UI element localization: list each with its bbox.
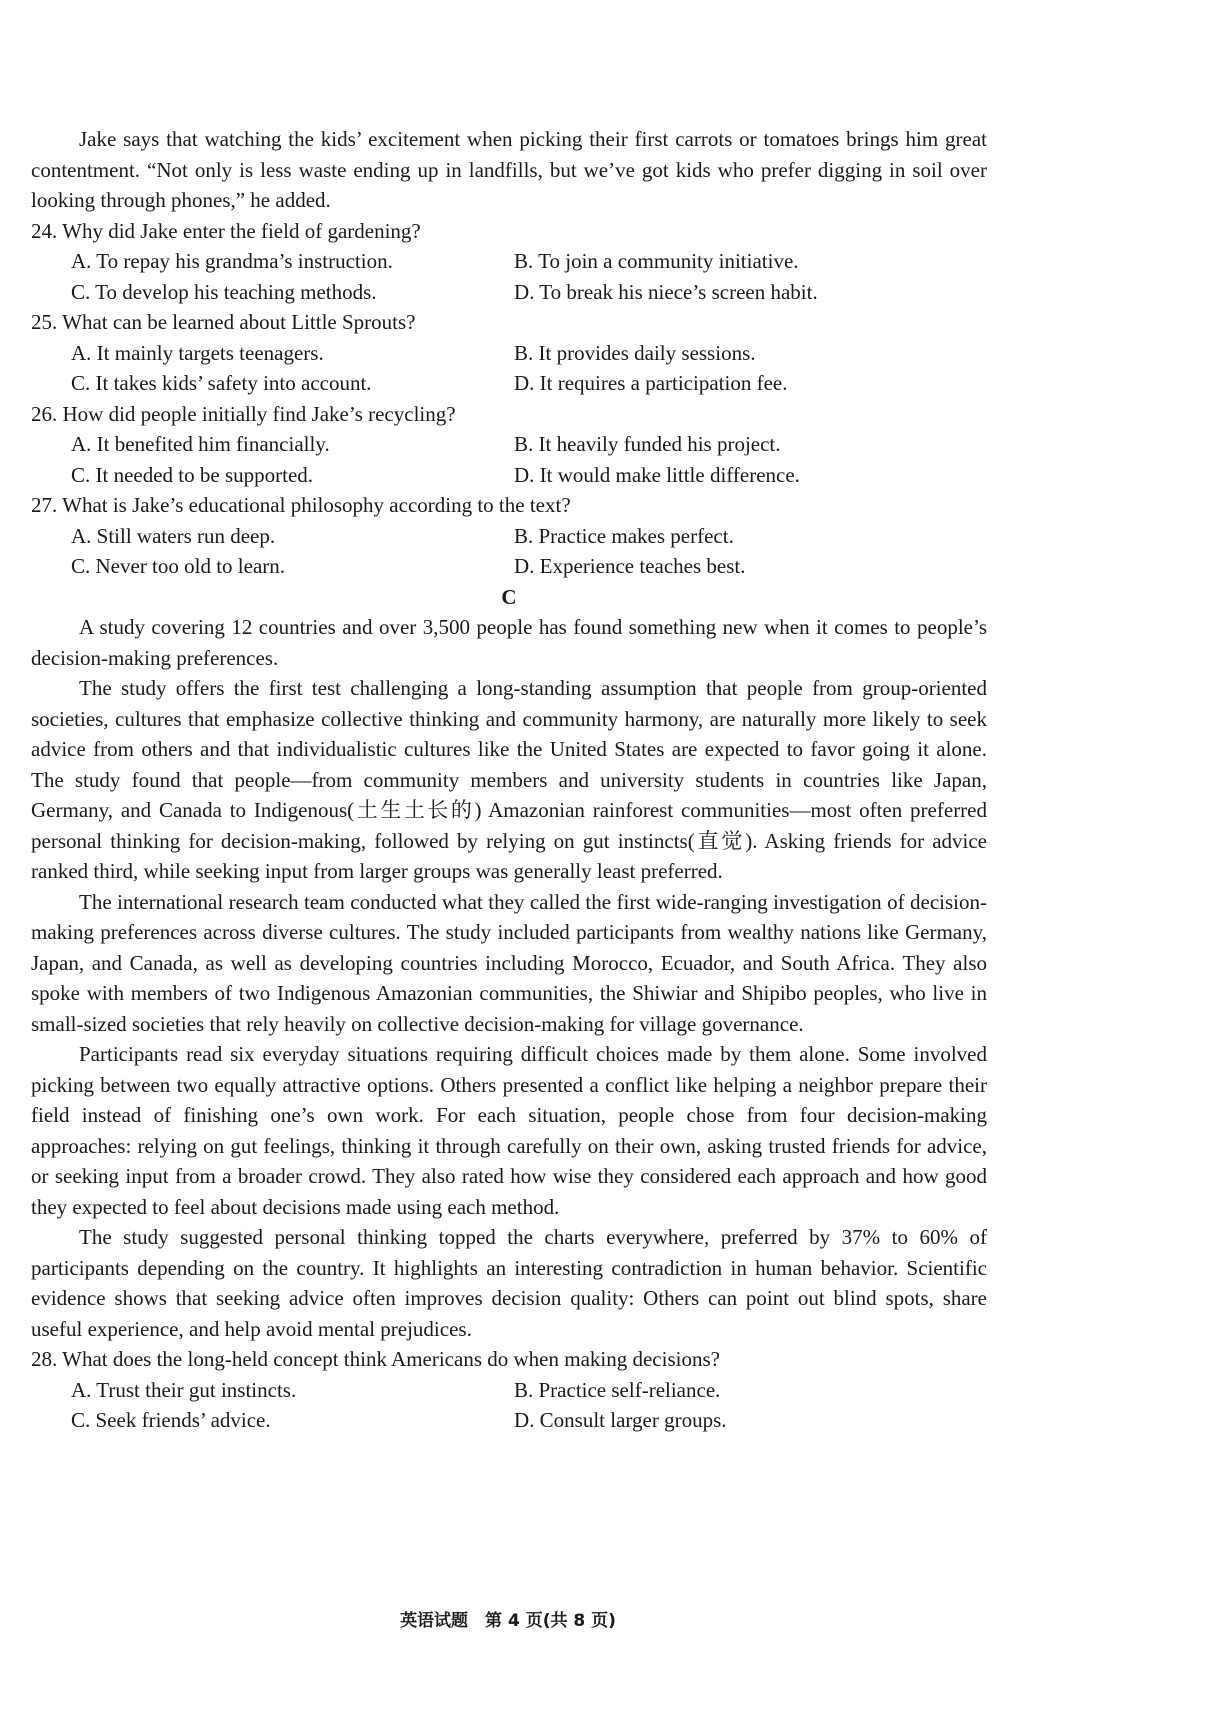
question-stem: 25. What can be learned about Little Sprouts?: [31, 310, 416, 334]
question-24: [31, 216, 987, 308]
option-d: D. To break his niece’s screen habit.: [514, 279, 818, 304]
option-a: A. To repay his grandma’s instruction.: [71, 249, 393, 273]
passage-c-paragraph-4: Participants read six everyday situations requiring difficult choices made by them alone. Some involved picking between two equally attractive options. Others presented a conflict like helping a neighbor prepare their field instead of finishing one’s own work. For each situation, people chose from four decision-making approaches: relying on gut feelings, thinking it through carefully on their own, asking trusted friends for advice, or seeking input from a broader crowd. They also rated how wise they considered each approach and how good they expected to feel about decisions made using each method.: [31, 1042, 987, 1219]
page-content: [31, 124, 987, 1436]
answer-options: [31, 1375, 987, 1436]
question-stem: 28. What does the long-held concept think Americans do when making decisions?: [31, 1347, 720, 1371]
option-b: B. Practice makes perfect.: [514, 523, 734, 548]
question-28: [31, 1344, 987, 1436]
page-footer: 英语试题 第 4 页(共 8 页): [400, 1611, 616, 1631]
option-a: A. It benefited him financially.: [71, 432, 330, 456]
option-d: D. It requires a participation fee.: [514, 371, 788, 395]
section-heading-c: C: [501, 584, 517, 609]
option-c: C. To develop his teaching methods.: [71, 279, 377, 304]
answer-options: [31, 246, 987, 307]
question-stem: 27. What is Jake’s educational philosophy according to the text?: [31, 493, 571, 517]
question-25: [31, 307, 987, 399]
answer-options: [31, 521, 987, 582]
option-a: A. It mainly targets teenagers.: [71, 340, 324, 365]
option-c: C. It needed to be supported.: [71, 462, 314, 487]
option-d: D. Experience teaches best.: [514, 554, 746, 578]
passage-c-paragraph-2: The study offers the first test challenging a long-standing assumption that people from group-oriented societies, cultures that emphasize collective thinking and community harmony, are naturally more likely to seek advice from others and that individualistic cultures like the United States are expected to favor going it alone. The study found that people—from community members and university students in countries like Japan, Germany, and Canada to Indigenous(土生土长的) Amazonian rainforest communities—most often preferred personal thinking for decision-making, followed by relying on gut instincts(直觉). Asking friends for advice ranked third, while seeking input from larger groups was generally least preferred.: [31, 676, 987, 883]
option-a: A. Trust their gut instincts.: [71, 1377, 297, 1402]
answer-options: [31, 429, 987, 490]
answer-options: [31, 338, 987, 399]
passage-c-paragraph-3: The international research team conducted what they called the first wide-ranging investigation of decision-making preferences across diverse cultures. The study included participants from wealthy nations like Germany, Japan, and Canada, as well as developing countries including Morocco, Ecuador, and South Africa. They also spoke with members of two Indigenous Amazonian communities, the Shiwiar and Shipibo peoples, who live in small-sized societies that rely heavily on collective decision-making for village governance.: [31, 889, 987, 1036]
option-b: B. It heavily funded his project.: [514, 432, 781, 456]
question-stem: 26. How did people initially find Jake’s recycling?: [31, 401, 456, 426]
question-stem: 24. Why did Jake enter the field of gardening?: [31, 218, 421, 243]
option-a: A. Still waters run deep.: [71, 523, 276, 548]
passage-b-closing-paragraph: Jake says that watching the kids’ excitement when picking their first carrots or tomatoes brings him great contentment. “Not only is less waste ending up in landfills, but we’ve got kids who prefer digging in soil over looking through phones,” he added.: [31, 127, 987, 212]
option-d: D. It would make little difference.: [514, 462, 800, 487]
option-b: B. To join a community initiative.: [514, 249, 799, 273]
option-c: C. Seek friends’ advice.: [71, 1408, 271, 1432]
option-b: B. It provides daily sessions.: [514, 340, 756, 365]
option-d: D. Consult larger groups.: [514, 1408, 727, 1432]
passage-c-paragraph-1: A study covering 12 countries and over 3,500 people has found something new when it comes to people’s decision-making preferences.: [31, 615, 987, 670]
passage-c-paragraph-5: The study suggested personal thinking topped the charts everywhere, preferred by 37% to 60% of participants depending on the country. It highlights an interesting contradiction in human behavior. Scientific evidence shows that seeking advice often improves decision quality: Others can point out blind spots, share useful experience, and help avoid mental prejudices.: [31, 1225, 987, 1341]
option-b: B. Practice self-reliance.: [514, 1377, 721, 1402]
question-27: [31, 490, 987, 582]
question-26: [31, 399, 987, 491]
option-c: C. It takes kids’ safety into account.: [71, 371, 372, 395]
option-c: C. Never too old to learn.: [71, 554, 286, 578]
